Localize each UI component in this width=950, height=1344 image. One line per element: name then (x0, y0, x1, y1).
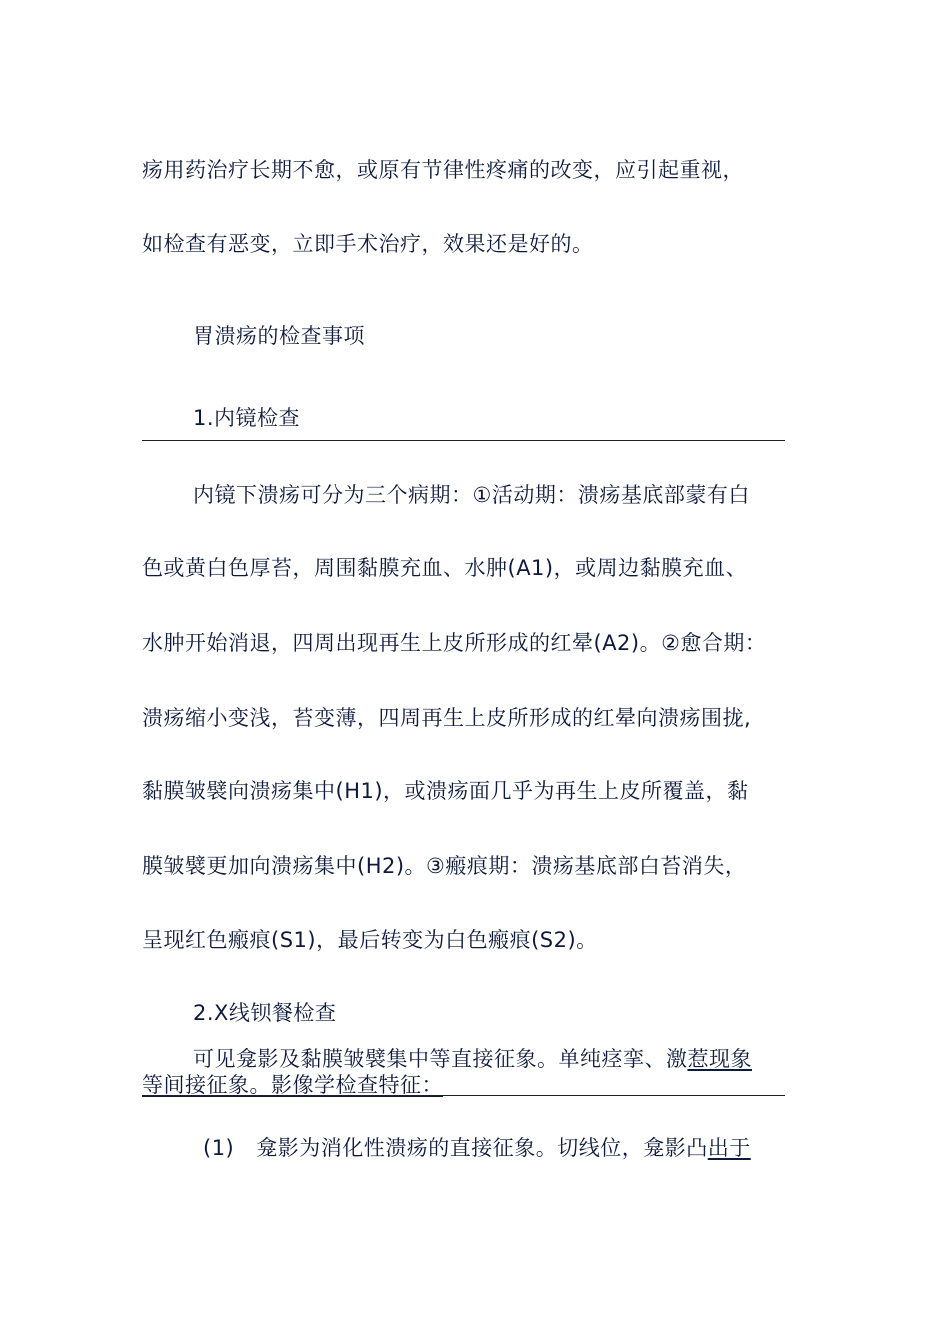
list-item (203, 1135, 751, 1161)
text-line: 水肿开始消退，四周出现再生上皮所形成的红晕(A2)。②愈合期： (142, 631, 767, 655)
text-line: 呈现红色瘢痕(S1)，最后转变为白色瘢痕(S2)。 (142, 928, 598, 952)
text-plain: 龛影为消化性溃疡的直接征象。切线位，龛影凸 (256, 1136, 708, 1160)
text-line: 内镜下溃疡可分为三个病期：①活动期：溃疡基底部蒙有白 (193, 483, 750, 507)
text-line: 溃疡缩小变浅，苔变薄，四周再生上皮所形成的红晕向溃疡围拢, (142, 706, 752, 730)
text-line: 黏膜皱襞向溃疡集中(H1)，或溃疡面几乎为再生上皮所覆盖，黏 (142, 779, 749, 803)
text-line: 如检查有恶变，立即手术治疗，效果还是好的。 (142, 232, 594, 256)
text-underlined: 出于 (707, 1136, 751, 1160)
text-line (193, 1046, 752, 1072)
horizontal-rule (142, 1095, 785, 1096)
subsection-title-xray: 2.X线钡餐检查 (193, 1001, 337, 1025)
section-title: 胃溃疡的检查事项 (193, 324, 365, 348)
text-line: 膜皱襞更加向溃疡集中(H2)。③瘢痕期：溃疡基底部白苔消失， (142, 854, 747, 878)
text-line: 疡用药治疗长期不愈，或原有节律性疼痛的改变，应引起重视， (142, 158, 744, 182)
text-underlined: 惹现象 (687, 1047, 752, 1071)
text-line: 色或黄白色厚苔，周围黏膜充血、水肿(A1)，或周边黏膜充血、 (142, 556, 748, 580)
horizontal-rule (142, 440, 785, 441)
subsection-title-endoscopy: 1.内镜检查 (193, 406, 301, 430)
text-underlined: 等间接征象。影像学检查特征： (142, 1073, 443, 1097)
text-plain: 可见龛影及黏膜皱襞集中等直接征象。单纯痉挛、激 (193, 1047, 688, 1071)
list-item-number: (1) (203, 1136, 235, 1160)
